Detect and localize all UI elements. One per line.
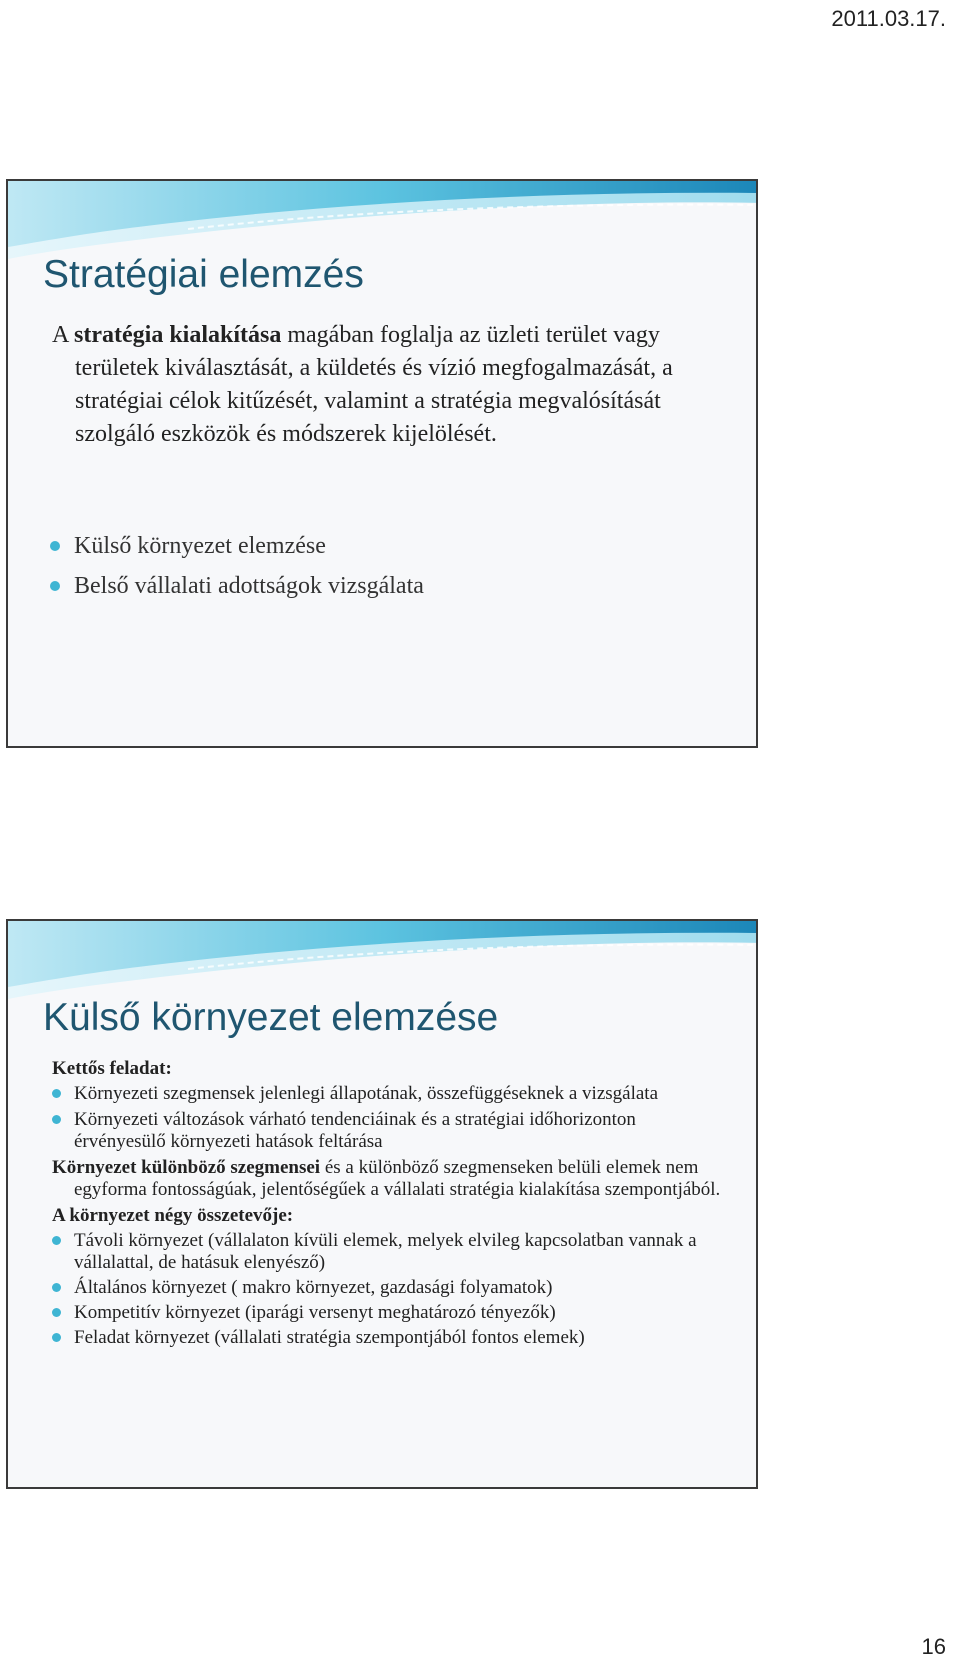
bullet-dot-icon bbox=[50, 541, 60, 551]
intro-bold-term: stratégia kialakítása bbox=[74, 322, 282, 348]
bullet-dot-icon bbox=[50, 581, 60, 591]
bullet-dot-icon bbox=[52, 1308, 61, 1317]
bullet-dot-icon bbox=[52, 1236, 61, 1245]
task-bullet-list bbox=[52, 1083, 732, 1153]
slide-body bbox=[52, 1058, 732, 1352]
slide-title: Külső környezet elemzése bbox=[43, 996, 499, 1039]
list-item: Környezeti változások várható tendenciáinak és a stratégiai időhorizonton érvényesülő környezeti hatások feltárása bbox=[52, 1109, 732, 1153]
list-item: Belső vállalati adottságok vizsgálata bbox=[50, 566, 424, 606]
section-heading: Kettős feladat: bbox=[52, 1058, 172, 1079]
page-number: 16 bbox=[921, 1634, 946, 1659]
bullet-dot-icon bbox=[52, 1333, 61, 1342]
section-heading: A környezet négy összetevője: bbox=[52, 1205, 294, 1226]
slide-external-environment bbox=[6, 919, 758, 1489]
intro-paragraph: A stratégia kialakítása magában foglalja az üzleti terület vagy területek kiválasztását, a küldetés és vízió megfogalmazását, a stratégiai célok kitűzését, valamint a stratégia megvalósítását szolgáló eszközök és módszerek kijelölését. bbox=[52, 322, 673, 447]
list-item: Kompetitív környezet (iparági versenyt meghatározó tényezők) bbox=[52, 1302, 732, 1324]
slide-strategic-analysis bbox=[6, 179, 758, 748]
segments-paragraph: Környezet különböző szegmensei és a különböző szegmenseken belüli elemek nem egyforma fontosságúak, jelentőségűek a vállalati stratégia kialakítása szempontjából. bbox=[52, 1157, 721, 1200]
components-bullet-list bbox=[52, 1230, 732, 1349]
list-item: Általános környezet ( makro környezet, gazdasági folyamatok) bbox=[52, 1277, 732, 1299]
list-item: Távoli környezet (vállalaton kívüli elemek, melyek elvileg kapcsolatban vannak a vállalattal, de hatásuk elenyésző) bbox=[52, 1230, 732, 1274]
list-item: Külső környezet elemzése bbox=[50, 526, 424, 566]
analysis-bullet-list bbox=[50, 526, 424, 606]
bullet-dot-icon bbox=[52, 1089, 61, 1098]
list-item: Feladat környezet (vállalati stratégia szempontjából fontos elemek) bbox=[52, 1327, 732, 1349]
bullet-dot-icon bbox=[52, 1115, 61, 1124]
list-item: Környezeti szegmensek jelenlegi állapotának, összefüggéseknek a vizsgálata bbox=[52, 1083, 732, 1105]
bullet-dot-icon bbox=[52, 1283, 61, 1292]
page-date: 2011.03.17. bbox=[831, 6, 946, 31]
slide-title: Stratégiai elemzés bbox=[43, 253, 364, 296]
